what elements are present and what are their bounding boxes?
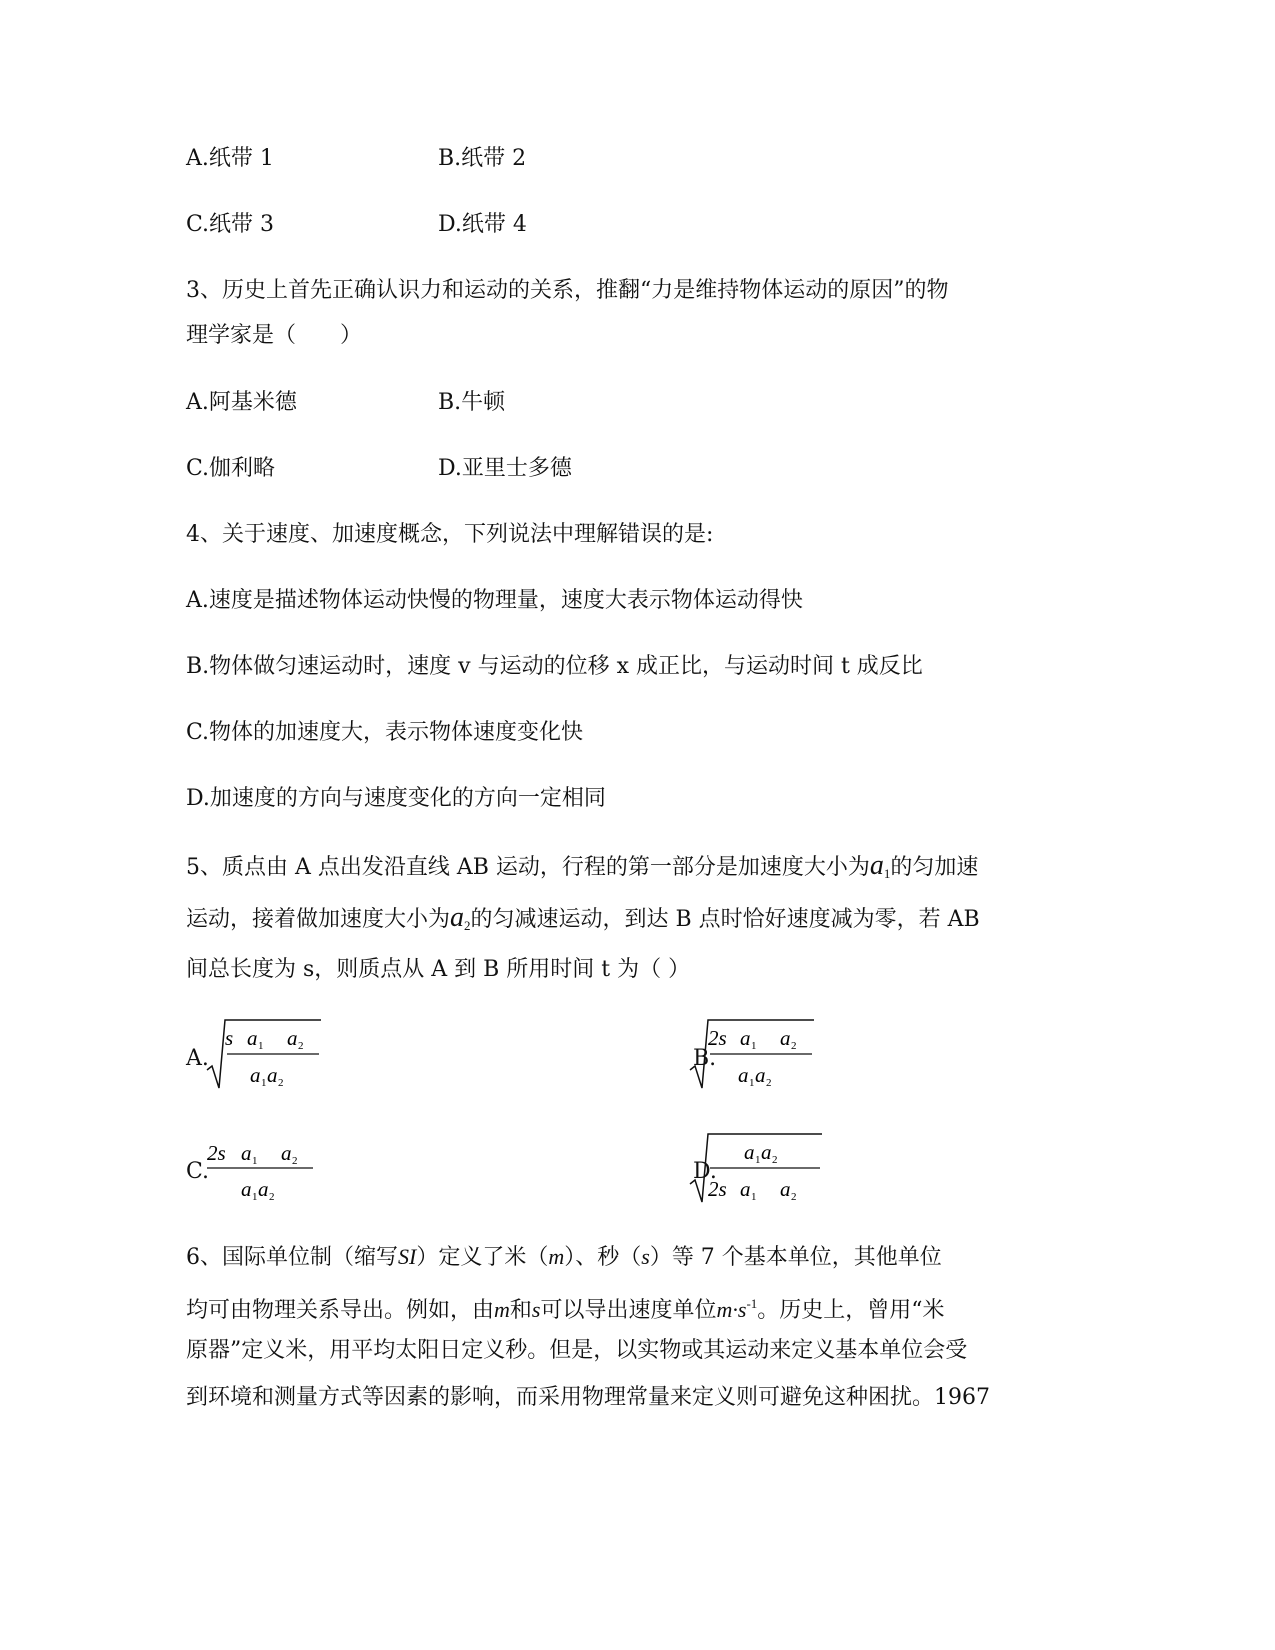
- q6-line4: 到环境和测量方式等因素的影响，而采用物理常量来定义则可避免这种困扰。1967: [186, 1385, 990, 1410]
- q6-line1-text-c: ）、秒（: [564, 1245, 642, 1270]
- q5-stem-line2-text-a: 运动，接着做加速度大小为: [186, 907, 451, 932]
- q5-stem-line2: [186, 903, 980, 941]
- q4-option-a: A.速度是描述物体运动快慢的物理量，速度大表示物体运动得快: [186, 588, 803, 613]
- formula-a-s: s: [225, 1026, 234, 1050]
- accel-a2-letter: a: [450, 902, 465, 933]
- q6-line1-text-d: ）等 7 个基本单位，其他单位: [649, 1245, 942, 1270]
- second-symbol: s: [641, 1244, 650, 1269]
- q5-option-b-label: B.: [693, 1046, 717, 1071]
- q5-formula-a: [205, 1018, 325, 1102]
- formula-c-2s: 2s: [207, 1141, 226, 1165]
- formula-c-a2: a: [281, 1141, 292, 1165]
- formula-a-den-sub2: 2: [278, 1077, 284, 1089]
- formula-d-2s: 2s: [708, 1177, 727, 1201]
- q3-option-a: A.阿基米德: [186, 390, 297, 415]
- formula-a-den-a1: a: [250, 1063, 261, 1087]
- q6-line2-text-d: 。历史上，曾用“米: [757, 1298, 945, 1323]
- formula-b-a1-sub: 1: [751, 1040, 757, 1052]
- accel-a1-subscript: 1: [883, 866, 891, 881]
- q2-option-b: B.纸带 2: [438, 146, 527, 171]
- formula-d-num-sub1: 1: [755, 1154, 761, 1166]
- formula-b-den-a1: a: [738, 1063, 749, 1087]
- formula-a-a1-sub: 1: [258, 1040, 264, 1052]
- velocity-unit: [717, 1297, 758, 1322]
- q4-option-d: D.加速度的方向与速度变化的方向一定相同: [186, 786, 606, 811]
- formula-c-den-sub1: 1: [252, 1191, 258, 1203]
- formula-d-num-sub2: 2: [772, 1154, 778, 1166]
- formula-b-a2: a: [780, 1026, 791, 1050]
- formula-b-den-sub2: 2: [766, 1077, 772, 1089]
- q6-line1-text-b: ）定义了米（: [416, 1245, 549, 1270]
- q5-option-d-label: D.: [693, 1159, 717, 1184]
- q4-option-b: B.物体做匀速运动时，速度 v 与运动的位移 x 成正比，与运动时间 t 成反比: [186, 654, 923, 679]
- formula-a-a1: a: [247, 1026, 258, 1050]
- formula-c-den-sub2: 2: [269, 1191, 275, 1203]
- formula-d-num-a1: a: [744, 1140, 755, 1164]
- formula-b-a1: a: [740, 1026, 751, 1050]
- si-symbol: SI: [398, 1244, 417, 1269]
- velocity-unit-exponent: -1: [746, 1296, 758, 1311]
- meter-symbol-2: m: [494, 1297, 510, 1322]
- formula-b-den-a2: a: [755, 1063, 766, 1087]
- q3-stem-line2: 理学家是（ ）: [186, 323, 363, 348]
- q5-formula-c: [205, 1134, 325, 1208]
- q5-stem-line3: 间总长度为 s，则质点从 A 到 B 所用时间 t 为（ ）: [186, 957, 691, 982]
- formula-d-a1-sub: 1: [751, 1191, 757, 1203]
- q5-formula-b: [688, 1018, 818, 1102]
- q6-line2-text-b: 和: [509, 1298, 532, 1323]
- accel-a2-subscript: 2: [464, 918, 471, 933]
- formula-b-den-sub1: 1: [749, 1077, 755, 1089]
- formula-d-a1: a: [740, 1177, 751, 1201]
- formula-c-den-a2: a: [258, 1177, 269, 1201]
- q5-stem-line1-text-b: 的匀加速: [890, 855, 979, 880]
- q3-option-d: D.亚里士多德: [438, 456, 572, 481]
- q5-stem-line2-text-b: 的匀减速运动，到达 B 点时恰好速度减为零，若 AB: [470, 907, 980, 932]
- formula-d-a2: a: [780, 1177, 791, 1201]
- q6-line2-text-a: 均可由物理关系导出。例如，由: [186, 1298, 495, 1323]
- accel-a1-letter: a: [869, 850, 884, 881]
- q5-stem-line1-text-a: 5、质点由 A 点出发沿直线 AB 运动，行程的第一部分是加速度大小为: [186, 855, 870, 880]
- second-symbol-2: s: [531, 1297, 541, 1322]
- q2-option-a: A.纸带 1: [186, 146, 274, 171]
- q4-stem: 4、关于速度、加速度概念，下列说法中理解错误的是:: [186, 522, 714, 547]
- formula-c-a1-sub: 1: [252, 1155, 258, 1167]
- formula-b-2s: 2s: [708, 1026, 727, 1050]
- q5-formula-d: [688, 1132, 828, 1216]
- formula-a-den-sub1: 1: [261, 1077, 267, 1089]
- formula-c-a1: a: [241, 1141, 252, 1165]
- q3-option-c: C.伽利略: [186, 456, 276, 481]
- formula-c-a2-sub: 2: [292, 1155, 298, 1167]
- q6-line2: [186, 1289, 945, 1326]
- q5-stem-line1: [186, 851, 978, 889]
- meter-symbol: m: [548, 1244, 565, 1269]
- formula-a-a2: a: [287, 1026, 298, 1050]
- velocity-unit-base: m·s: [716, 1297, 747, 1322]
- formula-a-a2-sub: 2: [298, 1040, 304, 1052]
- q4-option-c: C.物体的加速度大，表示物体速度变化快: [186, 720, 584, 745]
- q6-line2-text-c: 可以导出速度单位: [540, 1298, 717, 1323]
- q3-option-b: B.牛顿: [438, 390, 506, 415]
- q6-line1: [186, 1242, 942, 1273]
- q2-option-d: D.纸带 4: [438, 212, 527, 237]
- q5-option-c-label: C.: [186, 1159, 210, 1184]
- formula-d-num-a2: a: [761, 1140, 772, 1164]
- formula-b-a2-sub: 2: [791, 1040, 797, 1052]
- formula-d-a2-sub: 2: [791, 1191, 797, 1203]
- q6-line1-text-a: 6、国际单位制（缩写: [186, 1245, 398, 1270]
- accel-a1-symbol: [870, 850, 891, 881]
- q2-option-c: C.纸带 3: [186, 212, 275, 237]
- q6-line3: 原器”定义米，用平均太阳日定义秒。但是，以实物或其运动来定义基本单位会受: [186, 1338, 968, 1363]
- q3-stem-line1: 3、历史上首先正确认识力和运动的关系，推翻“力是维持物体运动的原因”的物: [186, 278, 949, 303]
- formula-a-den-a2: a: [267, 1063, 278, 1087]
- q5-option-a-label: A.: [186, 1046, 209, 1071]
- accel-a2-symbol: [450, 902, 471, 933]
- formula-c-den-a1: a: [241, 1177, 252, 1201]
